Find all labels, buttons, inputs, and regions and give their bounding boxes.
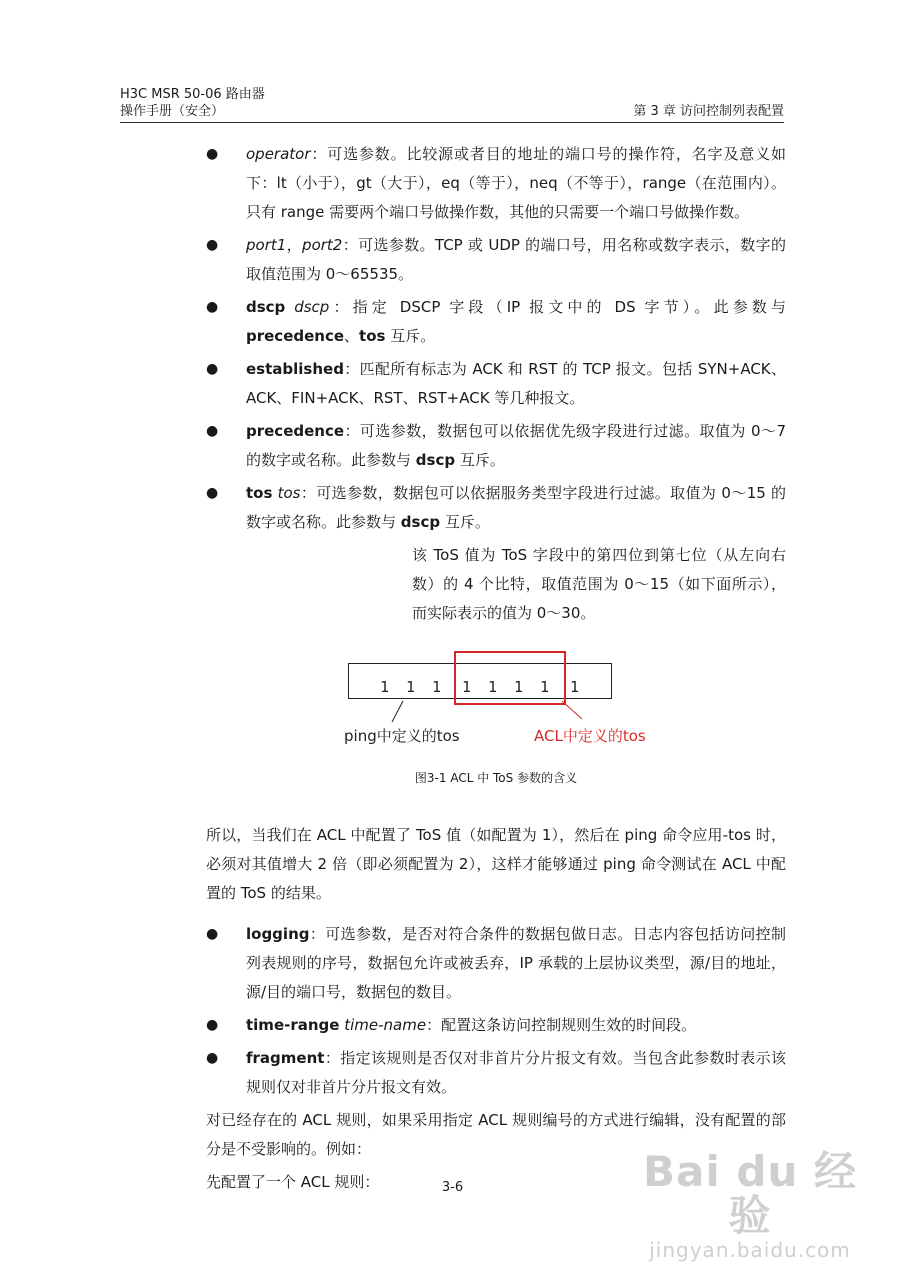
tail: 互斥。: [444, 513, 490, 531]
acl-tos-label: ACL中定义的tos: [534, 727, 646, 745]
term-2: tos: [277, 484, 301, 502]
manual-title: 操作手册（安全）: [120, 104, 225, 119]
bullet-operator: [206, 140, 786, 227]
bullet-icon: ●: [206, 299, 219, 315]
header-divider: [120, 122, 784, 123]
description: ：可选参数。比较源或者目的地址的端口号的操作符，名字及意义如下：lt（小于），gt（大于），eq（等于），neq（不等于），range（在范围内）。只有 range 需要两个端口号做操作数，其他的只需要一个端口号做操作数。: [246, 145, 786, 221]
term: logging: [246, 925, 310, 943]
watermark-brand: Bai du 经验: [643, 1147, 857, 1240]
bullet-icon: ●: [206, 361, 219, 377]
bullet-established: [206, 355, 786, 413]
figure-pointer-lines: [206, 644, 786, 756]
term-2: time-name: [344, 1016, 427, 1034]
bit: 1: [540, 678, 550, 696]
bullet-dscp: [206, 293, 786, 351]
chapter-title: 第 3 章 访问控制列表配置: [633, 104, 784, 119]
term: tos: [246, 484, 273, 502]
bullet-icon: ●: [206, 423, 219, 439]
term: operator: [246, 145, 311, 163]
tail: 互斥。: [459, 451, 505, 469]
bullet-icon: ●: [206, 926, 219, 942]
term: established: [246, 360, 344, 378]
bullet-icon: ●: [206, 237, 219, 253]
bullet-icon: ●: [206, 485, 219, 501]
description: ：匹配所有标志为 ACK 和 RST 的 TCP 报文。包括 SYN+ACK、ACK、FIN+ACK、RST、RST+ACK 等几种报文。: [246, 360, 786, 407]
watermark-site: jingyan.baidu.com: [649, 1238, 851, 1262]
term: dscp: [246, 298, 286, 316]
description: ：配置这条访问控制规则生效的时间段。: [426, 1016, 697, 1034]
first-acl-paragraph: 先配置了一个 ACL 规则：: [206, 1173, 380, 1191]
keyword: dscp: [415, 451, 456, 469]
bullet-tos: [206, 479, 786, 537]
acl-pointer-line: [562, 701, 582, 719]
bullet-logging: [206, 920, 786, 1007]
description: ：可选参数。TCP 或 UDP 的端口号，用名称或数字表示，数字的取值范围为 0～65535。: [246, 236, 786, 283]
tos-paragraph: [206, 541, 786, 628]
keyword: precedence: [246, 327, 345, 345]
term: precedence: [246, 422, 345, 440]
bit: 1: [432, 678, 442, 696]
separator: ，: [286, 236, 303, 254]
bit: 1: [406, 678, 416, 696]
bullet-ports: [206, 231, 786, 289]
ping-tos-label: ping中定义的tos: [344, 727, 460, 745]
description: ：可选参数，是否对符合条件的数据包做日志。日志内容包括访问控制列表规则的序号，数据包允许或被丢弃，IP 承载的上层协议类型，源/目的地址，源/目的端口号，数据包的数目。: [246, 925, 786, 1001]
bit: 1: [514, 678, 524, 696]
description: ：指定 DSCP 字段（IP 报文中的 DS 字节）。此参数与: [329, 298, 786, 316]
tos-figure: [206, 644, 786, 756]
page-header: [120, 86, 784, 120]
document-body: [206, 140, 786, 1201]
term-2: dscp: [294, 298, 330, 316]
bullet-time-range: [206, 1011, 786, 1040]
bit: 1: [380, 678, 390, 696]
term-2: port2: [302, 236, 343, 254]
bullet-fragment: [206, 1044, 786, 1102]
product-name: H3C MSR 50-06 路由器: [120, 87, 265, 102]
ping-paragraph: 所以，当我们在 ACL 中配置了 ToS 值（如配置为 1），然后在 ping 命令应用-tos 时，必须对其值增大 2 倍（即必须配置为 2），这样才能够通过 ping 命令测试在 ACL 中配置的 ToS 的结果。: [206, 826, 786, 902]
bit: 1: [462, 678, 472, 696]
term: time-range: [246, 1016, 340, 1034]
bullet-icon: ●: [206, 1017, 219, 1033]
bullet-icon: ●: [206, 146, 219, 162]
figure-caption: 图3-1 ACL 中 ToS 参数的含义: [414, 771, 578, 785]
keyword: dscp: [400, 513, 441, 531]
description: ：指定该规则是否仅对非首片分片报文有效。当包含此参数时表示该规则仅对非首片分片报文有效。: [246, 1049, 786, 1096]
description: ：可选参数，数据包可以依据服务类型字段进行过滤。取值为 0～15 的数字或名称。此参数与: [246, 484, 786, 531]
ping-pointer-line: [392, 701, 403, 722]
edit-paragraph: 对已经存在的 ACL 规则，如果采用指定 ACL 规则编号的方式进行编辑，没有配置的部分是不受影响的。例如：: [206, 1111, 786, 1158]
bullet-icon: ●: [206, 1050, 219, 1066]
bullet-precedence: [206, 417, 786, 475]
page-number: 3-6: [441, 1180, 464, 1195]
keyword-2: tos: [359, 327, 386, 345]
description: ：可选参数，数据包可以依据优先级字段进行过滤。取值为 0～7 的数字或名称。此参数与: [246, 422, 786, 469]
bit: 1: [488, 678, 498, 696]
tail: 互斥。: [390, 327, 436, 345]
bit: 1: [570, 678, 580, 696]
term: fragment: [246, 1049, 325, 1067]
term: port1: [246, 236, 287, 254]
separator: 、: [344, 327, 360, 345]
baidu-watermark: [640, 1147, 860, 1262]
tos-paragraph-text: 该 ToS 值为 ToS 字段中的第四位到第七位（从左向右数）的 4 个比特，取值范围为 0～15（如下面所示），而实际表示的值为 0～30。: [412, 546, 786, 622]
